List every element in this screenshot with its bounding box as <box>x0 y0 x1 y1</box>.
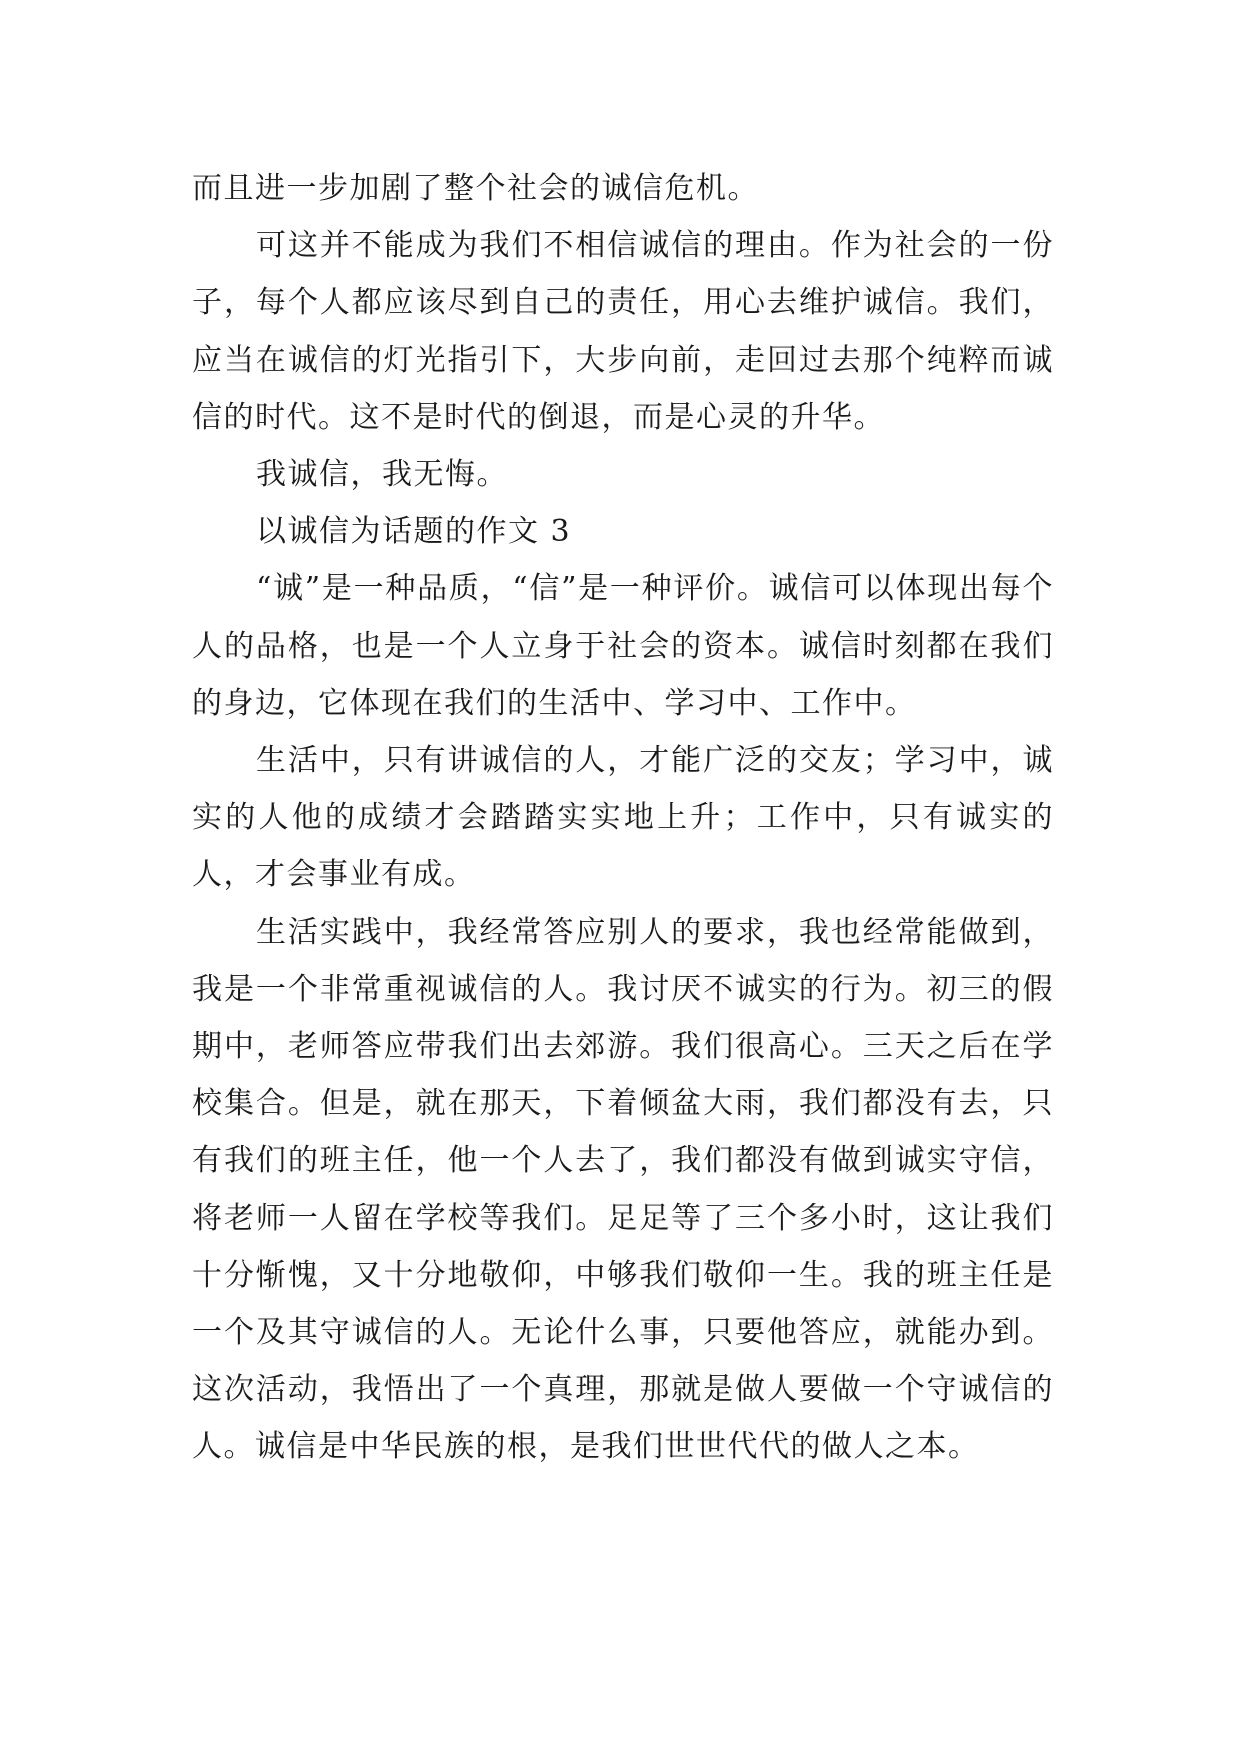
essay-title: 以诚信为话题的作文 3 <box>256 514 572 550</box>
paragraph: 可这并不能成为我们不相信诚信的理由。作为社会的一份子，每个人都应该尽到自己的责任，用心去维护诚信。我们，应当在诚信的灯光指引下，大步向前，走回过去那个纯粹而诚信的时代。这不是时代的倒退，而是心灵的升华。 <box>192 228 1054 435</box>
document-body <box>192 160 1054 1476</box>
paragraph: 我诚信，我无悔。 <box>256 457 508 493</box>
paragraph: “诚”是一种品质，“信”是一种评价。诚信可以体现出每个人的品格，也是一个人立身于社会的资本。诚信时刻都在我们的身边，它体现在我们的生活中、学习中、工作中。 <box>192 571 1054 721</box>
paragraph-continuation: 而且进一步加剧了整个社会的诚信危机。 <box>192 171 759 206</box>
paragraph: 生活实践中，我经常答应别人的要求，我也经常能做到，我是一个非常重视诚信的人。我讨厌不诚实的行为。初三的假期中，老师答应带我们出去郊游。我们很高心。三天之后在学校集合。但是，就在那天，下着倾盆大雨，我们都没有去，只有我们的班主任，他一个人去了，我们都没有做到诚实守信，将老师一人留在学校等我们。足足等了三个多小时，这让我们十分惭愧，又十分地敬仰，中够我们敬仰一生。我的班主任是一个及其守诚信的人。无论什么事，只要他答应，就能办到。这次活动，我悟出了一个真理，那就是做人要做一个守诚信的人。诚信是中华民族的根，是我们世世代代的做人之本。 <box>192 914 1054 1465</box>
paragraph: 生活中，只有讲诚信的人，才能广泛的交友；学习中，诚实的人他的成绩才会踏踏实实地上升；工作中，只有诚实的人，才会事业有成。 <box>192 743 1054 893</box>
